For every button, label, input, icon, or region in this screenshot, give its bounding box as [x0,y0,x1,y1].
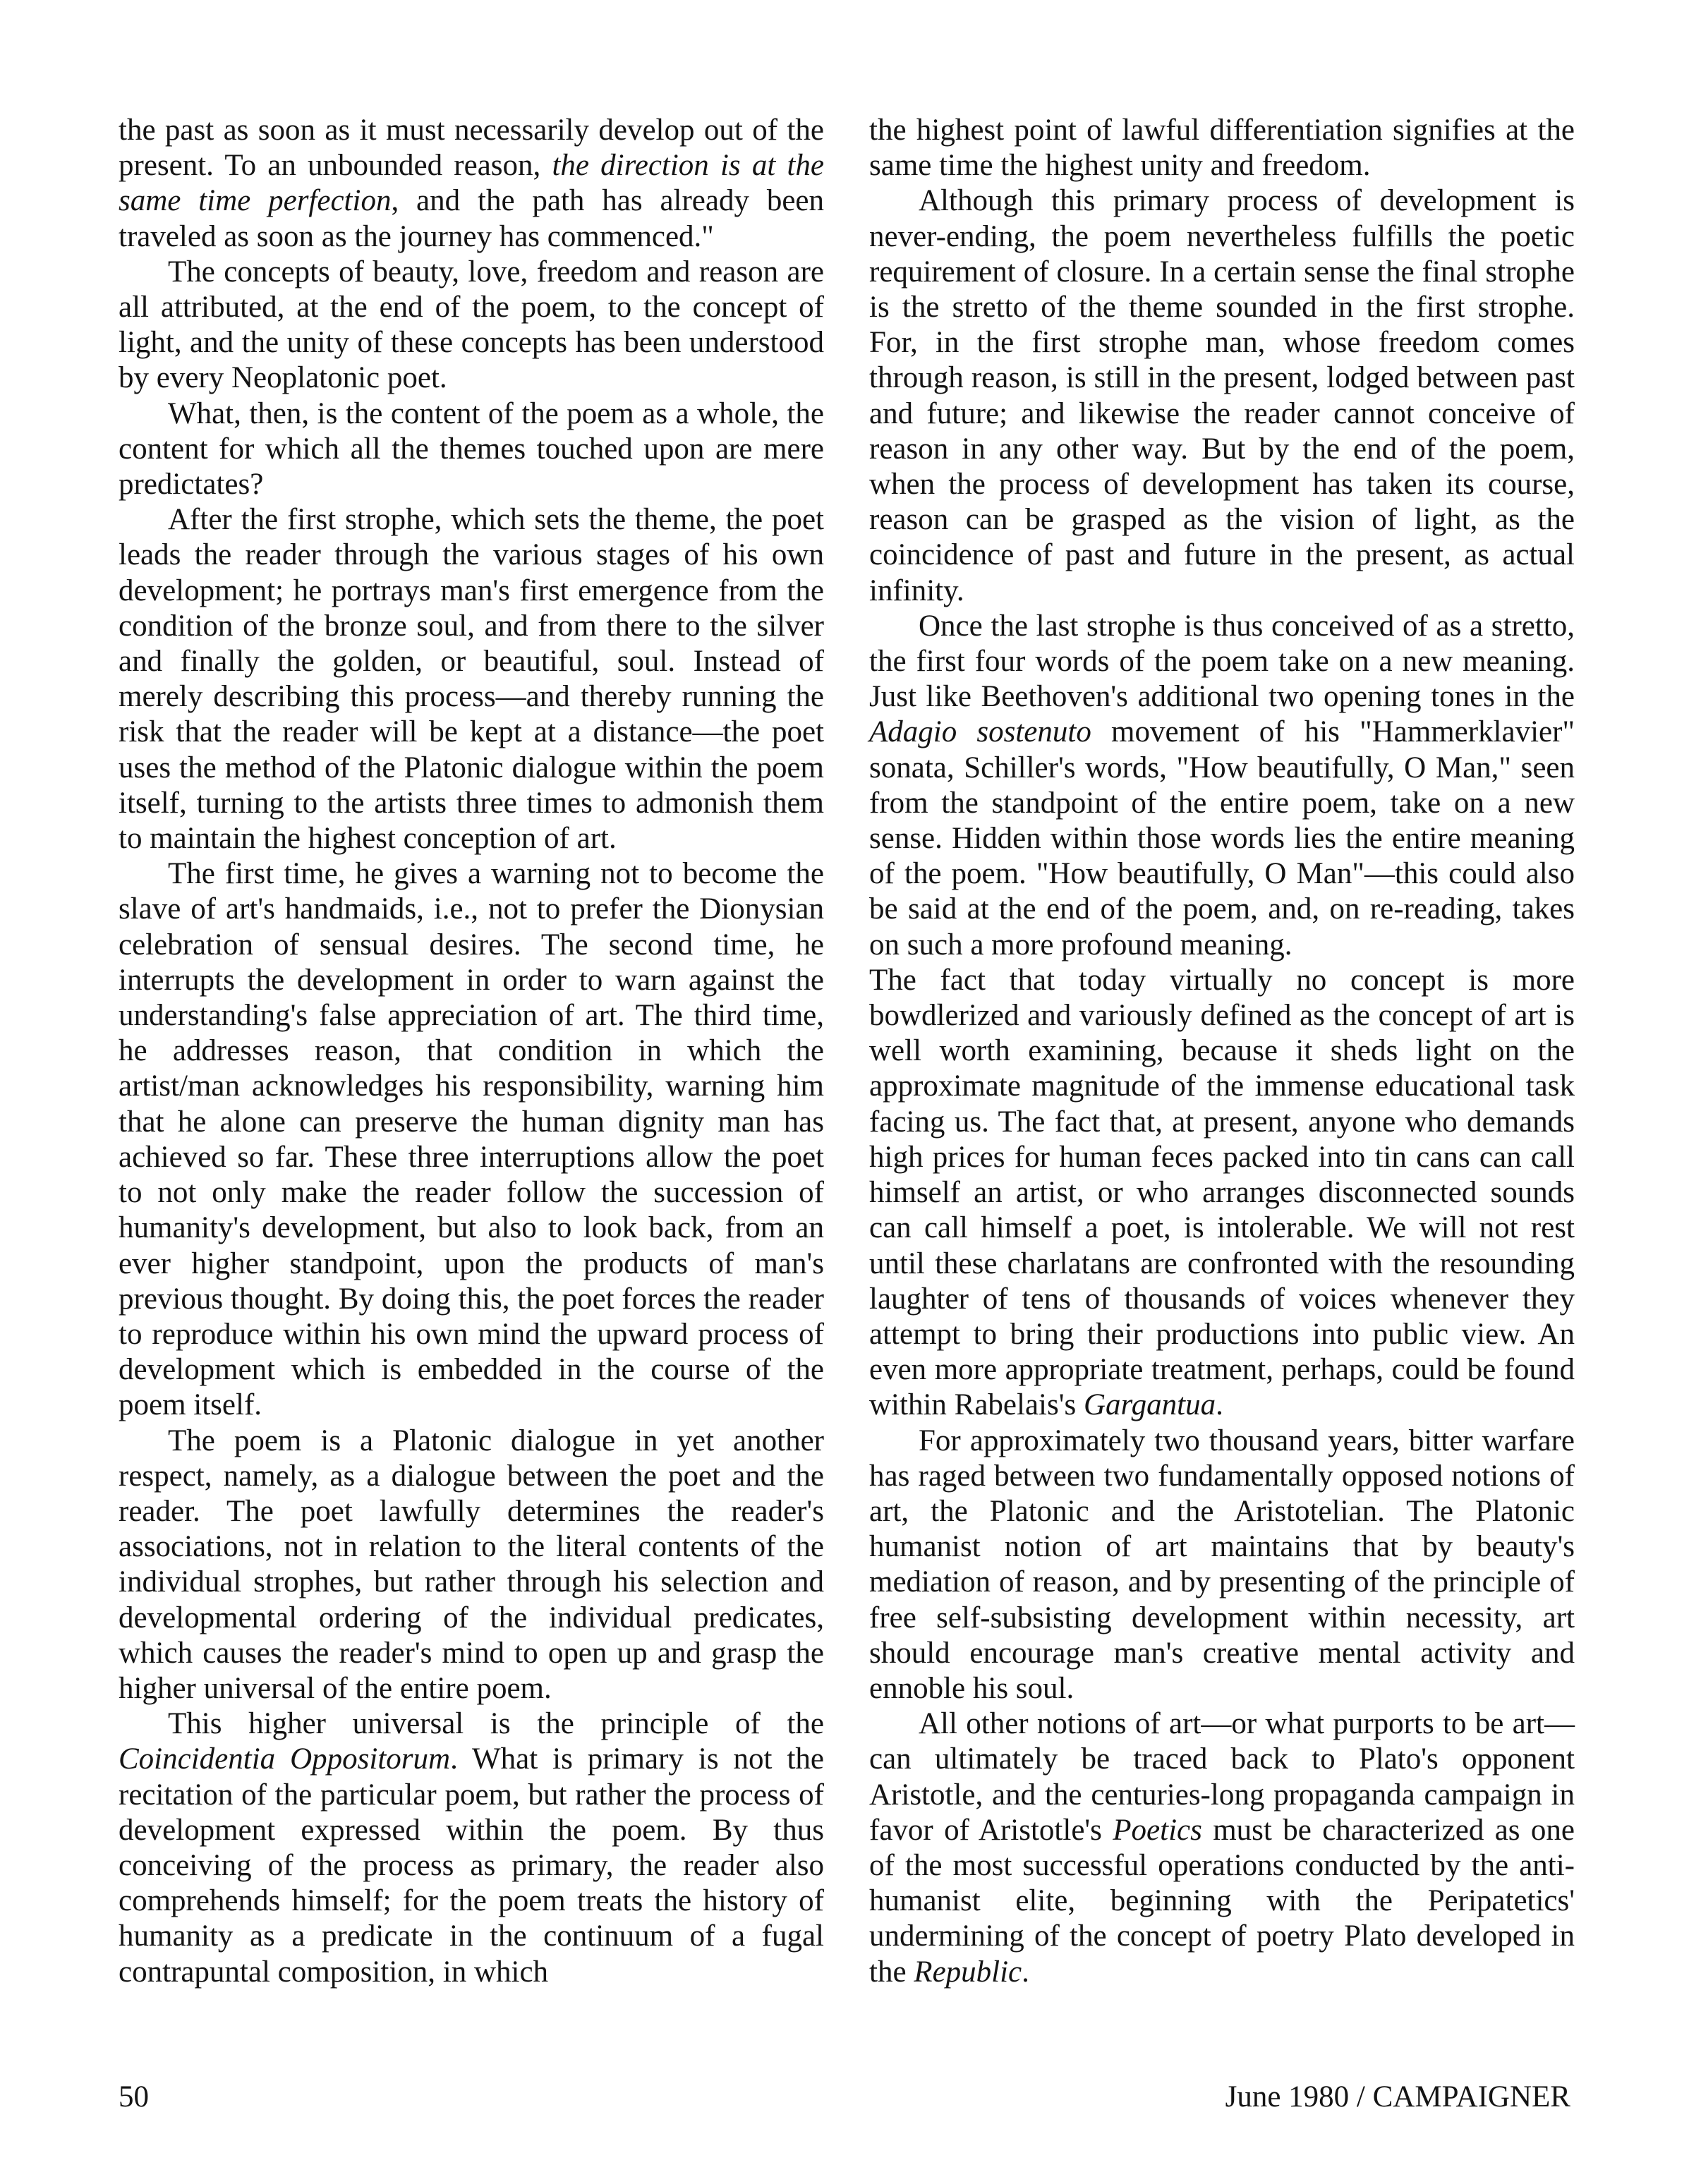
paragraph: For approximately two thousand years, bitter warfare has raged between two fundamentally opposed notions of art, the Platonic and the Aristotelian. The Platonic humanist notion of art maintains that by beauty's mediation of reason, and by presenting of the principle of free self-subsisting development within necessity, art should encourage man's creative mental activity and ennoble his soul. [869,1424,1575,1705]
text-run: . [1216,1388,1223,1422]
text-run: All other notions of art—or what purports to be art—can ultimately be traced back to Plato's opponent Aristotle, and the centuries-long propaganda campaign in favor of Aristotle's [869,1707,1575,1847]
text-run: movement of his "Hammerklavier" sonata, Schiller's words, "How beautifully, O Man," seen from the standpoint of the entire poem, take on a new sense. Hidden within those words lies the entire meaning of the poem. "How beautifully, O Man"—this could also be said at the end of the poem, and, on re-reading, takes on such a more profound meaning. [869,715,1575,961]
text-run: the past as soon as it must necessarily develop out of the present. To an unbounded reason, [119,114,824,183]
text-run: . What is primary is not the recitation of the particular poem, but rather the process of development expressed within the poem. By thus conceiving of the process as primary, the reader also comprehends himself; for the poem treats the history of humanity as a predicate in the continuum of a fugal contrapuntal composition, in which [119,1742,824,1989]
text-run: . [1022,1955,1029,1989]
paragraph: What, then, is the content of the poem as a whole, the content for which all the themes touched upon are mere predictates? [119,396,824,502]
italic-text: Adagio sostenuto [869,715,1091,749]
right-column [869,113,1575,1990]
page-number: 50 [119,2080,149,2113]
paragraph: the highest point of lawful differentiation signifies at the same time the highest unity and freedom. [869,114,1575,183]
text-run: The fact that today virtually no concept is more bowdlerized and variously defined as the concept of art is well worth examining, because it sheds light on the approximate magnitude of the immense educational task facing us. The fact that, at present, anyone who demands high prices for human feces packed into tin cans can call himself an artist, or who arranges disconnected sounds can call himself a poet, is intolerable. We will not rest until these charlatans are confronted with the resounding laughter of tens of thousands of voices whenever they attempt to bring their productions into public view. An even more appropriate treatment, perhaps, could be found within Rabelais's [869,963,1575,1422]
text-run: This higher universal is the principle of the [168,1707,824,1741]
paragraph: The concepts of beauty, love, freedom and reason are all attributed, at the end of the poem, to the concept of light, and the unity of these concepts has been understood by every Neoplatonic poet. [119,255,824,395]
text-run: Once the last strophe is thus conceived of as a stretto, the first four words of the poem take on a new meaning. Just like Beethoven's additional two opening tones in the [869,609,1575,714]
paragraph: After the first strophe, which sets the theme, the poet leads the reader through the various stages of his own development; he portrays man's first emergence from the condition of the bronze soul, and from there to the silver and finally the golden, or beautiful, soul. Instead of merely describing this process—and thereby running the risk that the reader will be kept at a distance—the poet uses the method of the Platonic dialogue within the poem itself, turning to the artists three times to admonish them to maintain the highest conception of art. [119,503,824,856]
paragraph [119,113,824,255]
paragraph [869,963,1575,1424]
left-column [119,113,824,1990]
running-footer: June 1980 / CAMPAIGNER [1225,2080,1570,2113]
text-run: , and the path has already been traveled as soon as the journey has commenced." [119,184,824,253]
italic-text: Republic [914,1955,1022,1989]
italic-text: Coincidentia Oppositorum [119,1742,451,1776]
paragraph [869,609,1575,963]
italic-text: Gargantua [1083,1388,1216,1422]
paragraph [119,1706,824,1990]
paragraph: The first time, he gives a warning not to become the slave of art's handmaids, i.e., not to prefer the Dionysian celebration of sensual desires. The second time, he interrupts the development in order to warn against the understanding's false appreciation of art. The third time, he addresses reason, that condition in which the artist/man acknowledges his responsibility, warning him that he alone can preserve the human dignity man has achieved so far. These three interruptions allow the poet to not only make the reader follow the succession of humanity's development, but also to look back, from an ever higher standpoint, upon the products of man's previous thought. By doing this, the poet forces the reader to reproduce within his own mind the upward process of development which is embedded in the course of the poem itself. [119,857,824,1422]
text-run: must be characterized as one of the most successful operations conducted by the anti-humanist elite, beginning with the Peripatetics' undermining of the concept of poetry Plato developed in the [869,1813,1575,1989]
italic-text: the direction is at the same time perfection [119,149,825,218]
paragraph [869,1706,1575,1990]
paragraph: Although this primary process of development is never-ending, the poem nevertheless fulfills the poetic requirement of closure. In a certain sense the final strophe is the stretto of the theme sounded in the first strophe. For, in the first strophe man, whose freedom comes through reason, is still in the present, lodged between past and future; and likewise the reader cannot conceive of reason in any other way. But by the end of the poem, when the process of development has taken its course, reason can be grasped as the vision of light, as the coincidence of past and future in the present, as actual infinity. [869,184,1575,607]
paragraph: The poem is a Platonic dialogue in yet another respect, namely, as a dialogue between the poet and the reader. The poet lawfully determines the reader's associations, not in relation to the literal contents of the individual strophes, but rather through his selection and developmental ordering of the individual predicates, which causes the reader's mind to open up and grasp the higher universal of the entire poem. [119,1424,824,1705]
italic-text: Poetics [1113,1813,1202,1847]
